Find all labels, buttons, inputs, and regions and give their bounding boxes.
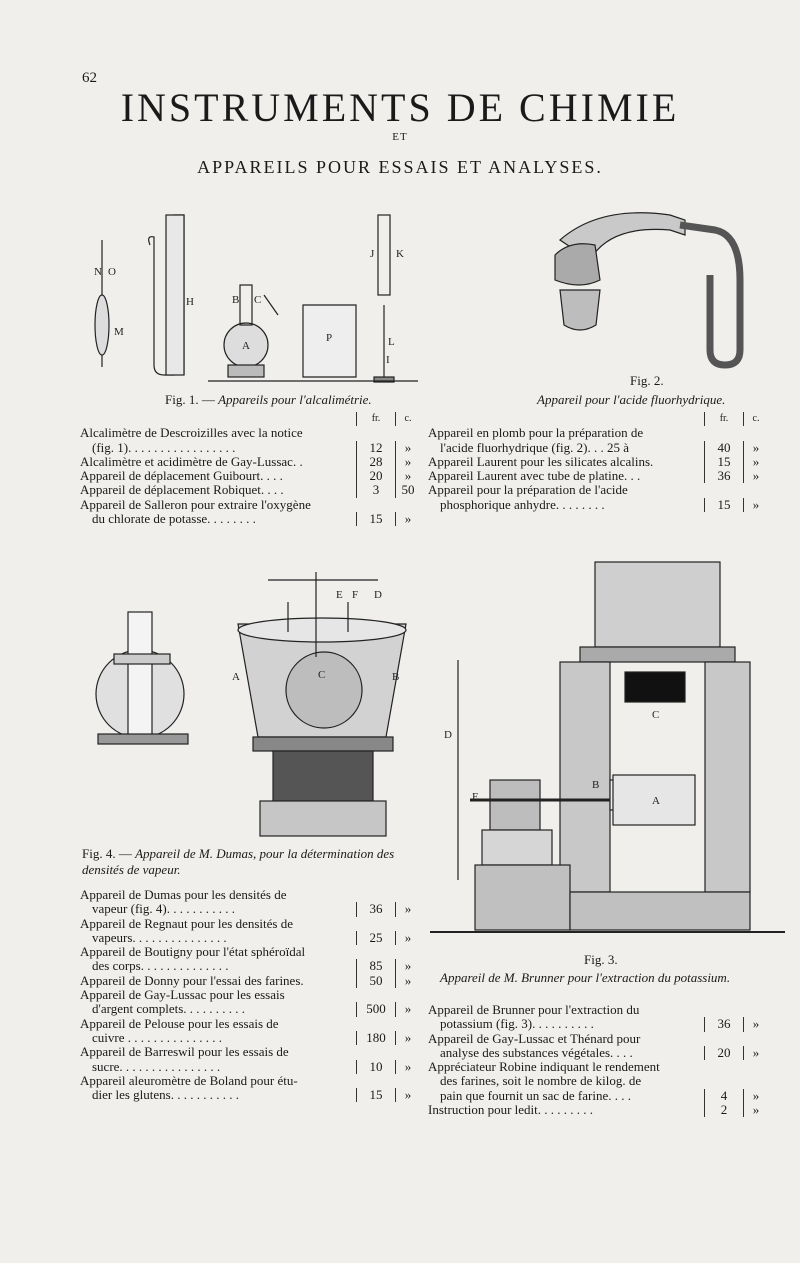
fig1-caption xyxy=(165,392,372,408)
list-item: Appareil de Barreswil pour les essais de sucre. . . . . . . . . . . . . . . . 10 » xyxy=(80,1045,412,1074)
list-item: Appareil de déplacement Guibourt. . . . 20 » xyxy=(80,468,412,484)
fig1-number: Fig. 1. — xyxy=(165,392,219,407)
title-conjunction: ET xyxy=(392,131,408,143)
fig2-caption-text: Appareil pour l'acide fluorhydrique. xyxy=(537,392,726,407)
fig1-label-o: O xyxy=(108,266,116,278)
fig4-label-b: B xyxy=(392,671,400,683)
list-item: Instruction pour ledit. . . . . . . . . 2 » xyxy=(428,1102,760,1118)
list-item: Appareil aleuromètre de Boland pour étu- dier les glutens. . . . . . . . . . . 15 » xyxy=(80,1073,412,1103)
header-fr: fr. xyxy=(356,412,396,426)
fig3-caption xyxy=(440,970,730,986)
fig1-caption-text: Appareils pour l'alcalimétrie. xyxy=(218,392,372,407)
fig1-label-i: I xyxy=(386,354,390,366)
list-item: Appareil Laurent avec tube de platine. . . 36 » xyxy=(428,468,760,484)
price-list-c xyxy=(80,888,420,1102)
fig4-label-c: C xyxy=(318,669,326,681)
list-item: Alcalimètre de Descroizilles avec la notice (fig. 1). . . . . . . . . . . . . . . . . 12 » xyxy=(80,426,412,455)
list-item: Appareil de déplacement Robiquet. . . . 3 50 xyxy=(80,482,415,498)
list-item: Appareil de Salleron pour extraire l'oxygène du chlorate de potasse. . . . . . . . 15 » xyxy=(80,497,412,527)
fig1-label-p: P xyxy=(326,332,333,344)
fig1-label-a: A xyxy=(242,340,250,352)
list-item: Appareil de Donny pour l'essai des farines. 50 » xyxy=(80,972,412,988)
fig3-caption-text: Appareil de M. Brunner pour l'extraction du potassium. xyxy=(440,970,731,985)
price-list-b xyxy=(428,412,768,512)
fig1-label-b: B xyxy=(232,294,240,306)
fig3-illustration xyxy=(430,560,785,940)
fig4-caption xyxy=(82,846,418,878)
fig4-number: Fig. 4. — xyxy=(82,846,136,861)
fig1-label-l: L xyxy=(388,336,395,348)
page-number: 62 xyxy=(82,70,97,86)
list-item: Appareil de Brunner pour l'extraction du potassium (fig. 3). . . . . . . . . . 36 » xyxy=(428,1003,760,1032)
list-item: Appareil de Boutigny pour l'état sphéroïdal des corps. . . . . . . . . . . . . . 85 » xyxy=(80,945,412,974)
fig4-label-f: F xyxy=(352,589,359,601)
list-item: Alcalimètre et acidimètre de Gay-Lussac. . 28 » xyxy=(80,453,412,469)
page-title: INSTRUMENTS DE CHIMIE xyxy=(120,85,680,130)
fig3-label-e: E xyxy=(472,791,479,803)
fig1-label-h: H xyxy=(186,296,194,308)
price-list-a xyxy=(80,412,420,526)
header-c: c. xyxy=(404,413,412,424)
fig4-label-d: D xyxy=(374,589,382,601)
fig1-illustration xyxy=(88,205,418,385)
list-item: Appareil de Dumas pour les densités de vapeur (fig. 4). . . . . . . . . . . 36 » xyxy=(80,888,412,917)
list-item: Appareil de Pelouse pour les essais de cuivre . . . . . . . . . . . . . . . 180 » xyxy=(80,1016,412,1045)
fig4-label-e: E xyxy=(336,589,343,601)
fig2-number: Fig. 2. xyxy=(630,373,664,388)
fig4-illustration xyxy=(88,562,418,842)
list-item: Appareil de Gay-Lussac pour les essais d'argent complets. . . . . . . . . . 500 » xyxy=(80,988,412,1017)
fig1-label-c: C xyxy=(254,294,262,306)
header-fr: fr. xyxy=(704,412,744,426)
list-item: Appareil pour la préparation de l'acide phosphorique anhydre. . . . . . . . 15 » xyxy=(428,483,760,512)
fig1-label-m: M xyxy=(114,326,124,338)
fig3-number: Fig. 3. xyxy=(584,952,618,967)
fig1-label-k: K xyxy=(396,248,404,260)
fig3-label-b: B xyxy=(592,779,600,791)
list-item: Appréciateur Robine indiquant le rendement des farines, soit le nombre de kilog. de pain que fournit un sac de farine. . . . 4 » xyxy=(428,1060,760,1103)
fig2-caption xyxy=(537,392,725,408)
fig4-caption-text: Appareil de M. Dumas, pour la détermination des densités de vapeur. xyxy=(82,846,395,877)
fig3-label-a: A xyxy=(652,795,660,807)
price-list-d xyxy=(428,1003,768,1117)
fig1-label-n: N xyxy=(94,266,102,278)
fig3-label-c: C xyxy=(652,709,660,721)
list-item: Appareil de Regnaut pour les densités de vapeurs. . . . . . . . . . . . . . . 25 » xyxy=(80,916,412,945)
list-item: Appareil de Gay-Lussac et Thénard pour analyse des substances végétales. . . . 20 » xyxy=(428,1031,760,1060)
header-c: c. xyxy=(752,413,760,424)
list-item: Appareil Laurent pour les silicates alcalins. 15 » xyxy=(428,453,760,469)
page-subtitle: APPAREILS POUR ESSAIS ET ANALYSES. xyxy=(197,157,603,177)
fig3-label-d: D xyxy=(444,729,452,741)
fig1-label-j: J xyxy=(370,248,375,260)
fig4-label-a: A xyxy=(232,671,240,683)
fig2-illustration xyxy=(540,200,770,370)
list-item: Appareil en plomb pour la préparation de l'acide fluorhydrique (fig. 2). . . 25 à 40 » xyxy=(428,426,760,455)
